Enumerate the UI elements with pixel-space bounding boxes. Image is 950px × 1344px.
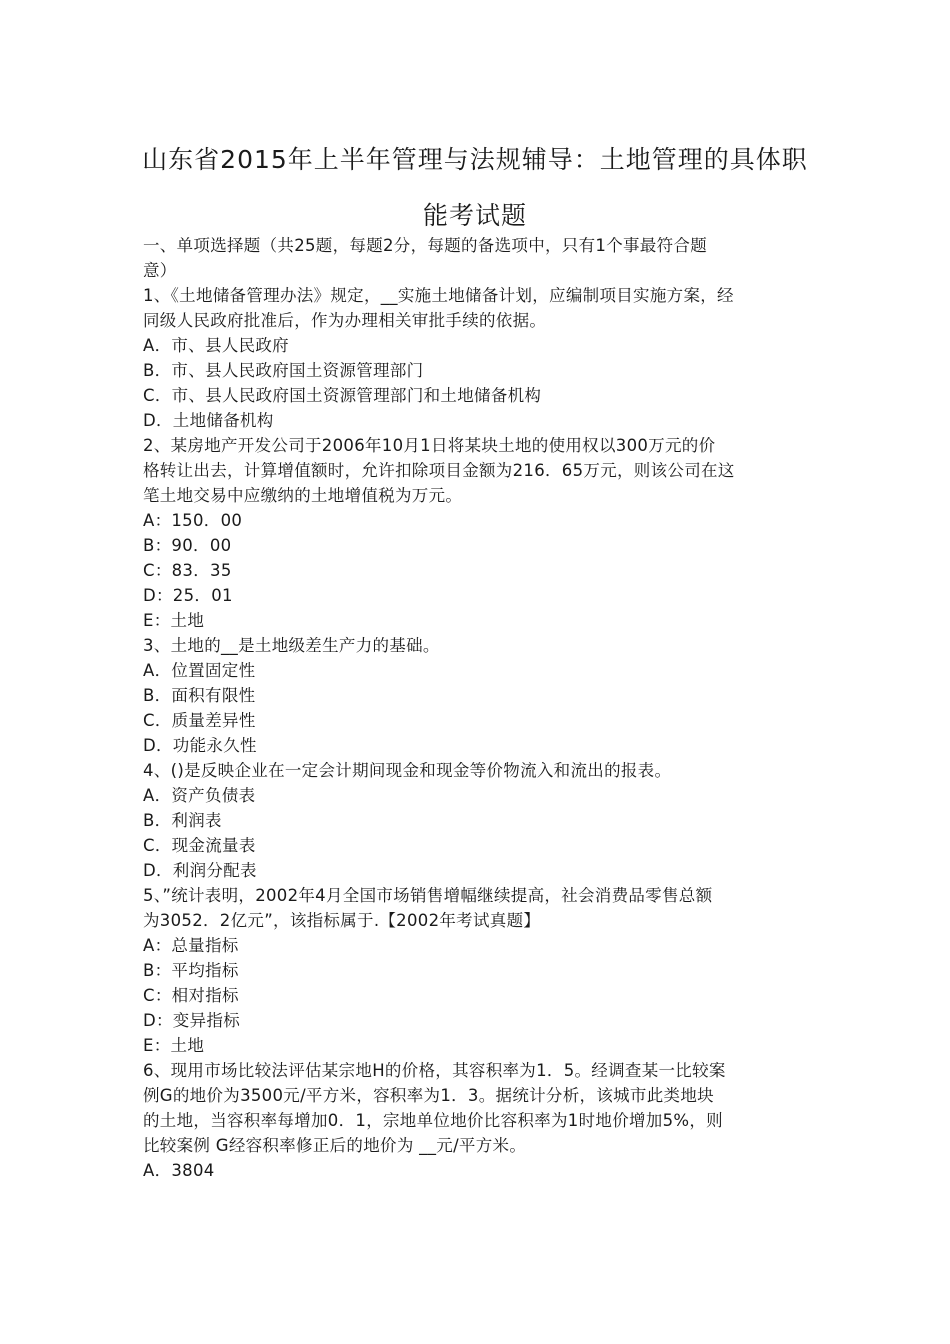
answer-option: A．位置固定性 (143, 661, 256, 680)
answer-option: B：90．00 (143, 536, 232, 555)
title-line-1: 山东省2015年上半年管理与法规辅导：土地管理的具体职 (142, 145, 808, 174)
answer-option: C．现金流量表 (143, 836, 256, 855)
answer-option: C．市、县人民政府国土资源管理部门和土地储备机构 (143, 386, 542, 405)
answer-option: C：相对指标 (143, 986, 239, 1005)
answer-option: E：土地 (143, 1036, 205, 1055)
question-4 (143, 758, 808, 883)
question-1 (143, 283, 808, 433)
answer-option: B．面积有限性 (143, 686, 256, 705)
document-title (120, 132, 830, 244)
answer-option: A：150．00 (143, 511, 243, 530)
answer-option: A．3804 (143, 1161, 215, 1180)
answer-option: A．市、县人民政府 (143, 336, 289, 355)
answer-option: D：变异指标 (143, 1011, 241, 1030)
question-stem-line: 3、土地的__是土地级差生产力的基础。 (143, 636, 440, 655)
answer-option: D．利润分配表 (143, 861, 257, 880)
answer-option: D．功能永久性 (143, 736, 257, 755)
question-stem-line: 比较案例 G经容积率修正后的地价为 __元/平方米。 (143, 1136, 527, 1155)
question-5 (143, 883, 808, 1058)
answer-option: B．利润表 (143, 811, 222, 830)
question-list (143, 283, 808, 1183)
answer-option: D：25．01 (143, 586, 233, 605)
question-stem-line: 为3052．2亿元”，该指标属于.【2002年考试真题】 (143, 911, 541, 930)
question-stem-line: 5、”统计表明，2002年4月全国市场销售增幅继续提高，社会消费品零售总额 (143, 886, 713, 905)
question-stem-line: 的土地，当容积率每增加0．1，宗地单位地价比容积率为1时地价增加5%，则 (143, 1111, 723, 1130)
question-stem-line: 6、现用市场比较法评估某宗地H的价格，其容积率为1．5。经调查某一比较案 (143, 1061, 726, 1080)
answer-option: C．质量差异性 (143, 711, 256, 730)
question-stem-line: 格转让出去，计算增值额时，允许扣除项目金额为216．65万元，则该公司在这 (143, 461, 735, 480)
answer-option: B．市、县人民政府国土资源管理部门 (143, 361, 424, 380)
question-3 (143, 633, 808, 758)
question-stem-line: 2、某房地产开发公司于2006年10月1日将某块土地的使用权以300万元的价 (143, 436, 716, 455)
answer-option: E：土地 (143, 611, 205, 630)
answer-option: A．资产负债表 (143, 786, 256, 805)
answer-option: C：83．35 (143, 561, 232, 580)
answer-option: D．土地储备机构 (143, 411, 274, 430)
question-2 (143, 433, 808, 633)
answer-option: B：平均指标 (143, 961, 239, 980)
document-body (143, 233, 808, 1183)
answer-option: A：总量指标 (143, 936, 239, 955)
question-stem-line: 4、()是反映企业在一定会计期间现金和现金等价物流入和流出的报表。 (143, 761, 672, 780)
question-stem-line: 笔土地交易中应缴纳的土地增值税为万元。 (143, 486, 463, 505)
section-header-line-2: 意） (143, 261, 177, 280)
question-stem-line: 例G的地价为3500元/平方米，容积率为1．3。据统计分析，该城市此类地块 (143, 1086, 714, 1105)
section-header-line-1: 一、单项选择题（共25题，每题2分，每题的备选项中，只有1个事最符合题 (143, 236, 707, 255)
title-line-2: 能考试题 (422, 201, 527, 230)
question-stem-line: 1、《土地储备管理办法》规定，__实施土地储备计划，应编制项目实施方案，经 (143, 286, 734, 305)
question-stem-line: 同级人民政府批准后，作为办理相关审批手续的依据。 (143, 311, 547, 330)
question-6 (143, 1058, 808, 1183)
